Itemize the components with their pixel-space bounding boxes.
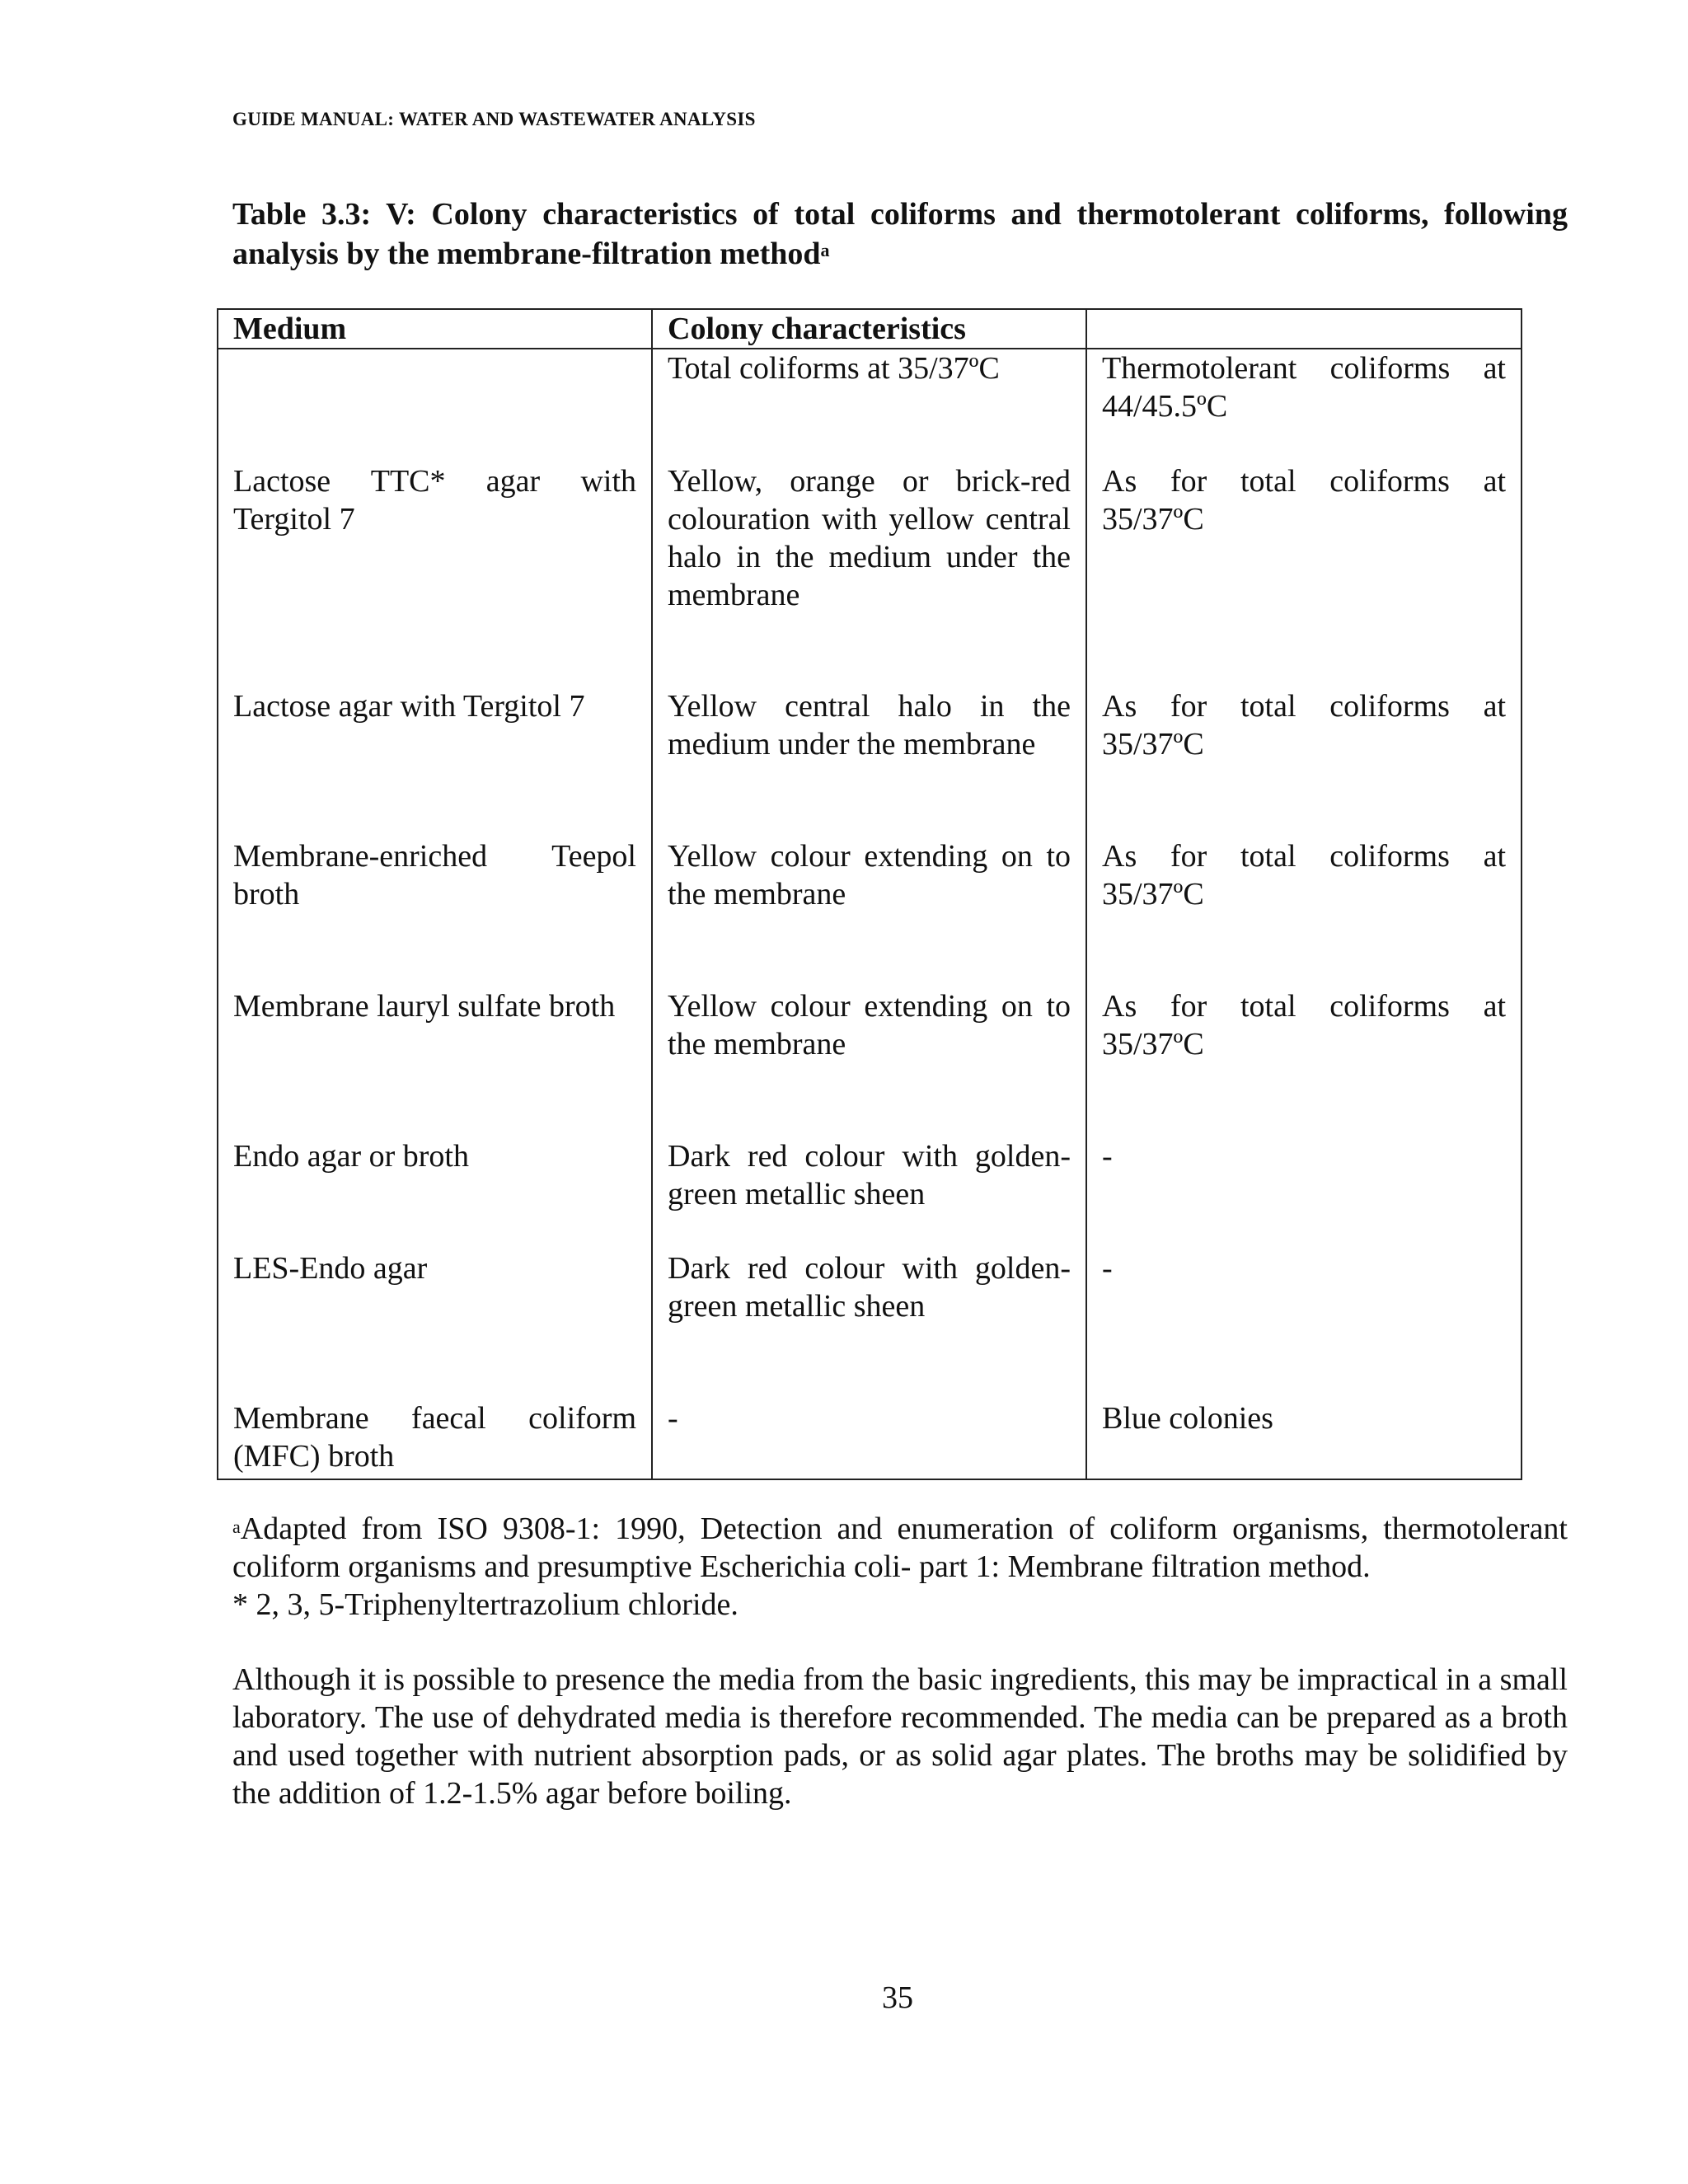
source-footnote	[232, 1510, 1568, 1586]
running-header: GUIDE MANUAL: WATER AND WASTEWATER ANALYSIS	[232, 109, 756, 129]
cell-total-coliforms: Dark red colour with golden-green metallic sheen	[652, 1249, 1086, 1399]
subheader-medium	[218, 349, 652, 462]
page-number: 35	[882, 1980, 913, 2015]
subheader-thermotolerant-coliforms: Thermotolerant coliforms at 44/45.5ºC	[1086, 349, 1522, 462]
header-medium: Medium	[218, 309, 652, 349]
cell-thermotolerant: As for total coliforms at 35/37ºC	[1086, 462, 1522, 687]
cell-total-coliforms: Dark red colour with golden-green metallic sheen	[652, 1137, 1086, 1249]
header-empty	[1086, 309, 1522, 349]
cell-total-coliforms: -	[652, 1399, 1086, 1479]
cell-medium: Membrane faecal coliform (MFC) broth	[218, 1399, 652, 1479]
cell-total-coliforms: Yellow, orange or brick-red colouration with yellow central halo in the medium under the membrane	[652, 462, 1086, 687]
source-footnote-text: Adapted from ISO 9308-1: 1990, Detection and enumeration of coliform organisms, thermotolerant coliform organisms and presumptive Escherichia coli- part 1: Membrane filtration method.	[232, 1511, 1568, 1584]
cell-medium: Endo agar or broth	[218, 1137, 652, 1249]
cell-medium: LES-Endo agar	[218, 1249, 652, 1399]
cell-total-coliforms: Yellow central halo in the medium under the membrane	[652, 687, 1086, 837]
cell-total-coliforms: Yellow colour extending on to the membrane	[652, 987, 1086, 1137]
cell-medium: Lactose TTC* agar with Tergitol 7	[218, 462, 652, 687]
table-row	[218, 687, 1522, 837]
table-subheader-row	[218, 349, 1522, 462]
cell-medium: Membrane lauryl sulfate broth	[218, 987, 652, 1137]
table-row	[218, 1137, 1522, 1249]
cell-thermotolerant: As for total coliforms at 35/37ºC	[1086, 837, 1522, 987]
colony-characteristics-table	[217, 308, 1522, 1480]
table-header-row	[218, 309, 1522, 349]
table-row	[218, 1399, 1522, 1479]
cell-thermotolerant: -	[1086, 1249, 1522, 1399]
cell-medium: Lactose agar with Tergitol 7	[218, 687, 652, 837]
body-paragraph: Although it is possible to presence the media from the basic ingredients, this may be impractical in a small laboratory. The use of dehydrated media is therefore recommended. The media can be prepared as a broth and used together with nutrient absorption pads, or as solid agar plates. The broths may be solidified by the addition of 1.2-1.5% agar before boiling.	[232, 1662, 1568, 1811]
table-caption	[232, 194, 1568, 274]
subheader-total-coliforms: Total coliforms at 35/37ºC	[652, 349, 1086, 462]
caption-text: Table 3.3: V: Colony characteristics of total coliforms and thermotolerant coliforms, following analysis by the membrane-filtration method	[232, 197, 1568, 271]
cell-thermotolerant: Blue colonies	[1086, 1399, 1522, 1479]
table-footnotes	[232, 1510, 1568, 1624]
table-row	[218, 1249, 1522, 1399]
cell-thermotolerant: As for total coliforms at 35/37ºC	[1086, 987, 1522, 1137]
cell-thermotolerant: -	[1086, 1137, 1522, 1249]
table-row	[218, 462, 1522, 687]
cell-thermotolerant: As for total coliforms at 35/37ºC	[1086, 687, 1522, 837]
cell-medium: Membrane-enriched Teepol broth	[218, 837, 652, 987]
cell-total-coliforms: Yellow colour extending on to the membrane	[652, 837, 1086, 987]
caption-footnote-mark: a	[820, 240, 830, 260]
asterisk-footnote: * 2, 3, 5-Triphenyltertrazolium chloride.	[232, 1587, 738, 1622]
source-footnote-mark: a	[232, 1516, 241, 1537]
table-row	[218, 987, 1522, 1137]
header-colony-characteristics: Colony characteristics	[652, 309, 1086, 349]
table-row	[218, 837, 1522, 987]
